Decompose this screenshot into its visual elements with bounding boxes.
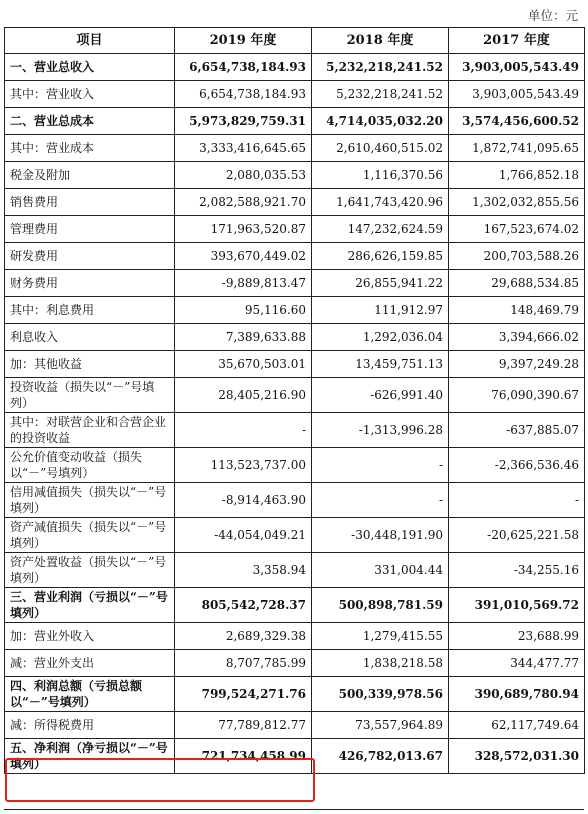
value-2019: 805,542,728.37 [175, 588, 312, 623]
value-2017: -2,366,536.46 [449, 448, 585, 483]
table-row [5, 588, 585, 623]
value-2017: 3,903,005,543.49 [449, 54, 585, 81]
value-2018: 5,232,218,241.52 [312, 81, 449, 108]
table-body [5, 54, 585, 774]
value-2018: 1,116,370.56 [312, 162, 449, 189]
value-2017: 148,469.79 [449, 297, 585, 324]
value-2018: 426,782,013.67 [312, 739, 449, 774]
table-row [5, 270, 585, 297]
value-2017: -637,885.07 [449, 413, 585, 448]
row-label: 减：所得税费用 [5, 712, 175, 739]
value-2019: 6,654,738,184.93 [175, 81, 312, 108]
row-label: 二、营业总成本 [5, 108, 175, 135]
row-label: 研发费用 [5, 243, 175, 270]
table-row [5, 108, 585, 135]
value-2019: 77,789,812.77 [175, 712, 312, 739]
value-2019: 2,689,329.38 [175, 623, 312, 650]
value-2017: 23,688.99 [449, 623, 585, 650]
value-2018: 73,557,964.89 [312, 712, 449, 739]
value-2017: 9,397,249.28 [449, 351, 585, 378]
value-2017: -20,625,221.58 [449, 518, 585, 553]
value-2018: -1,313,996.28 [312, 413, 449, 448]
table-row [5, 712, 585, 739]
value-2018: 500,898,781.59 [312, 588, 449, 623]
table-row [5, 553, 585, 588]
table-row [5, 189, 585, 216]
value-2019: 95,116.60 [175, 297, 312, 324]
table-row [5, 216, 585, 243]
value-2018: 4,714,035,032.20 [312, 108, 449, 135]
value-2018: - [312, 483, 449, 518]
value-2018: 1,292,036.04 [312, 324, 449, 351]
header-item: 项目 [5, 28, 175, 54]
value-2017: 3,574,456,600.52 [449, 108, 585, 135]
value-2018: 5,232,218,241.52 [312, 54, 449, 81]
table-row [5, 297, 585, 324]
header-2017: 2017 年度 [449, 28, 585, 54]
value-2018: 13,459,751.13 [312, 351, 449, 378]
row-label: 三、营业利润（亏损以“－”号填列） [5, 588, 175, 623]
value-2019: -44,054,049.21 [175, 518, 312, 553]
table-row [5, 650, 585, 677]
value-2017: 1,302,032,855.56 [449, 189, 585, 216]
table-row [5, 739, 585, 774]
value-2017: 3,394,666.02 [449, 324, 585, 351]
row-label: 加：其他收益 [5, 351, 175, 378]
value-2018: 331,004.44 [312, 553, 449, 588]
table-row [5, 243, 585, 270]
value-2019: 35,670,503.01 [175, 351, 312, 378]
value-2017: 1,872,741,095.65 [449, 135, 585, 162]
table-row [5, 54, 585, 81]
value-2018: - [312, 448, 449, 483]
table-row [5, 518, 585, 553]
value-2019: 6,654,738,184.93 [175, 54, 312, 81]
row-label: 四、利润总额（亏损总额以“－”号填列） [5, 677, 175, 712]
value-2019: 7,389,633.88 [175, 324, 312, 351]
value-2019: 171,963,520.87 [175, 216, 312, 243]
value-2018: 111,912.97 [312, 297, 449, 324]
table-row [5, 677, 585, 712]
row-label: 其中：营业成本 [5, 135, 175, 162]
value-2017: 200,703,588.26 [449, 243, 585, 270]
value-2017: 1,766,852.18 [449, 162, 585, 189]
value-2017: 390,689,780.94 [449, 677, 585, 712]
row-label: 利息收入 [5, 324, 175, 351]
row-label: 税金及附加 [5, 162, 175, 189]
table-row [5, 623, 585, 650]
row-label: 其中：利息费用 [5, 297, 175, 324]
row-label: 其中：营业收入 [5, 81, 175, 108]
income-statement-table [4, 27, 585, 774]
value-2019: 3,333,416,645.65 [175, 135, 312, 162]
value-2019: 113,523,737.00 [175, 448, 312, 483]
table-row [5, 351, 585, 378]
value-2017: - [449, 483, 585, 518]
value-2019: 393,670,449.02 [175, 243, 312, 270]
table-bottom-edge [4, 809, 584, 814]
table-row [5, 135, 585, 162]
value-2019: 721,734,458.99 [175, 739, 312, 774]
value-2018: 286,626,159.85 [312, 243, 449, 270]
row-label: 公允价值变动收益（损失以“－”号填列） [5, 448, 175, 483]
row-label: 信用减值损失（损失以“－”号填列） [5, 483, 175, 518]
value-2017: 167,523,674.02 [449, 216, 585, 243]
value-2018: -30,448,191.90 [312, 518, 449, 553]
value-2018: 1,279,415.55 [312, 623, 449, 650]
table-row [5, 162, 585, 189]
table-row [5, 378, 585, 413]
value-2017: 29,688,534.85 [449, 270, 585, 297]
value-2017: 62,117,749.64 [449, 712, 585, 739]
value-2019: 2,082,588,921.70 [175, 189, 312, 216]
row-label: 其中：对联营企业和合营企业的投资收益 [5, 413, 175, 448]
table-row [5, 324, 585, 351]
header-2019: 2019 年度 [175, 28, 312, 54]
unit-label: 单位：元 [527, 8, 578, 23]
value-2018: 500,339,978.56 [312, 677, 449, 712]
value-2018: 147,232,624.59 [312, 216, 449, 243]
row-label: 资产减值损失（损失以“－”号填列） [5, 518, 175, 553]
value-2019: 2,080,035.53 [175, 162, 312, 189]
value-2019: 8,707,785.99 [175, 650, 312, 677]
value-2019: -9,889,813.47 [175, 270, 312, 297]
row-label: 五、净利润（净亏损以“－”号填列） [5, 739, 175, 774]
table-row [5, 81, 585, 108]
value-2019: 5,973,829,759.31 [175, 108, 312, 135]
value-2018: 1,641,743,420.96 [312, 189, 449, 216]
row-label: 一、营业总收入 [5, 54, 175, 81]
row-label: 减：营业外支出 [5, 650, 175, 677]
row-label: 管理费用 [5, 216, 175, 243]
value-2017: 391,010,569.72 [449, 588, 585, 623]
value-2019: -8,914,463.90 [175, 483, 312, 518]
value-2018: 26,855,941.22 [312, 270, 449, 297]
value-2019: 3,358.94 [175, 553, 312, 588]
row-label: 销售费用 [5, 189, 175, 216]
row-label: 资产处置收益（损失以“－”号填列） [5, 553, 175, 588]
value-2017: -34,255.16 [449, 553, 585, 588]
value-2019: 28,405,216.90 [175, 378, 312, 413]
row-label: 加：营业外收入 [5, 623, 175, 650]
header-row [5, 28, 585, 54]
value-2018: -626,991.40 [312, 378, 449, 413]
value-2017: 328,572,031.30 [449, 739, 585, 774]
row-label: 投资收益（损失以“－”号填列） [5, 378, 175, 413]
value-2019: 799,524,271.76 [175, 677, 312, 712]
table-row [5, 413, 585, 448]
value-2017: 3,903,005,543.49 [449, 81, 585, 108]
header-2018: 2018 年度 [312, 28, 449, 54]
value-2019: - [175, 413, 312, 448]
table-row [5, 483, 585, 518]
table-row [5, 448, 585, 483]
value-2017: 344,477.77 [449, 650, 585, 677]
value-2017: 76,090,390.67 [449, 378, 585, 413]
row-label: 财务费用 [5, 270, 175, 297]
value-2018: 1,838,218.58 [312, 650, 449, 677]
value-2018: 2,610,460,515.02 [312, 135, 449, 162]
